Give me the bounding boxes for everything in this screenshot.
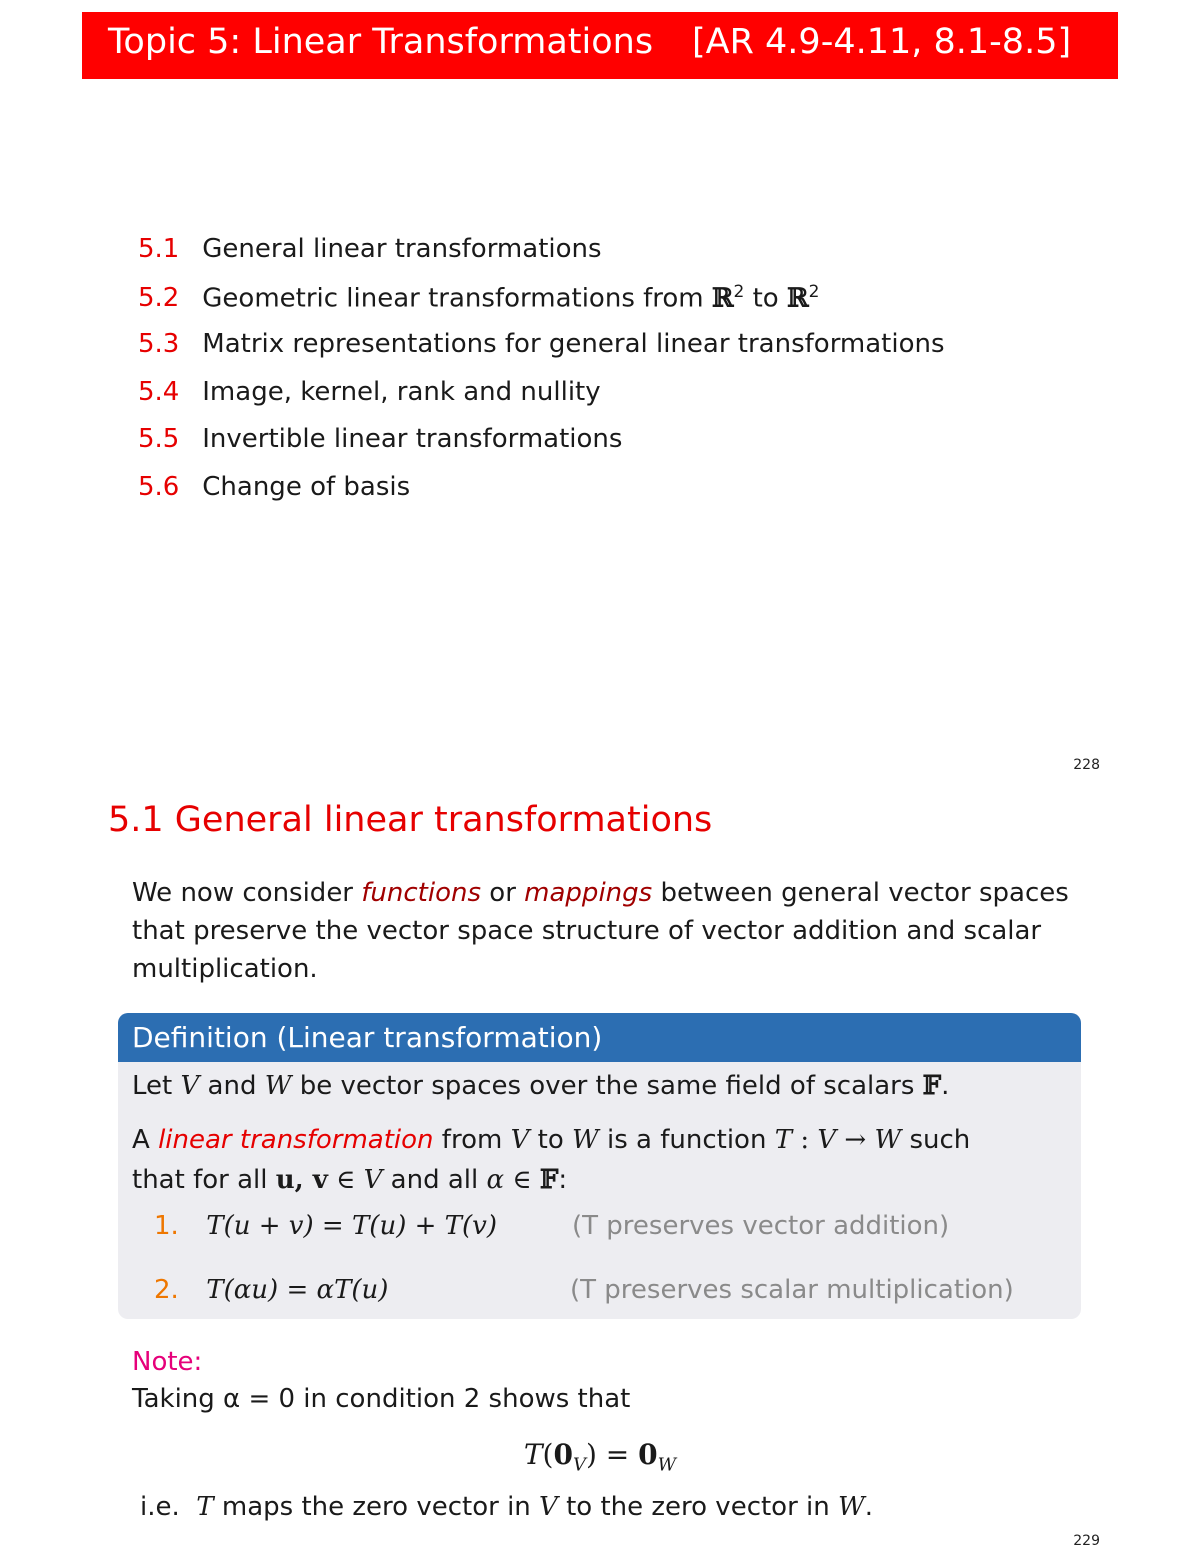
real-numbers-symbol: ℝ [786, 283, 809, 314]
text: : [558, 1165, 568, 1195]
math-symbol: W [838, 1492, 865, 1522]
page-number: 228 [1073, 757, 1100, 773]
text: A [132, 1125, 159, 1155]
intro-paragraph [132, 874, 1078, 988]
zero-vector: 0 [553, 1438, 573, 1471]
toc-item[interactable] [138, 282, 945, 330]
note-text: Taking α = 0 in condition 2 shows that [132, 1384, 631, 1414]
text: . [941, 1071, 950, 1101]
table-of-contents [138, 234, 945, 519]
intro-text: We now consider [132, 878, 362, 908]
subscript: V [572, 1454, 586, 1476]
text: to [529, 1125, 572, 1155]
paren: ) = [585, 1438, 639, 1471]
section-title: 5.1 General linear transformations [108, 800, 713, 840]
text: is a function [598, 1125, 775, 1155]
math-symbol: V [539, 1492, 558, 1522]
toc-item-number: 5.1 [138, 234, 180, 264]
title-reference: [AR 4.9-4.11, 8.1-8.5] [692, 22, 1072, 62]
exponent: 2 [733, 281, 745, 302]
paren: ( [542, 1438, 554, 1471]
math-symbol: W [874, 1125, 902, 1155]
condition-number: 2. [154, 1275, 179, 1305]
math-symbol: T [774, 1125, 793, 1155]
math-symbol: T [196, 1492, 214, 1522]
intro-text: or [481, 878, 525, 908]
toc-item[interactable] [138, 234, 945, 282]
text: that for all [132, 1165, 276, 1195]
toc-item-label: Change of basis [202, 471, 411, 502]
definition-line [132, 1071, 949, 1101]
condition-formula: T(αu) = αT(u) [206, 1275, 389, 1305]
condition-item [154, 1211, 497, 1241]
condition-item [154, 1275, 388, 1305]
field-symbol: 𝔽 [539, 1165, 559, 1195]
zero-vector-equation [0, 1438, 1200, 1476]
toc-item-label: Image, kernel, rank and nullity [202, 376, 601, 407]
note-label: Note: [132, 1347, 203, 1377]
text: be vector spaces over the same field of scalars [291, 1071, 923, 1101]
exponent: 2 [808, 281, 820, 302]
page-title: Topic 5: Linear Transformations [108, 22, 654, 62]
toc-item-number: 5.2 [138, 283, 180, 314]
math-symbol: V [510, 1125, 530, 1155]
text: to the zero vector in [557, 1492, 839, 1522]
math-symbol: V [817, 1125, 837, 1155]
condition-number: 1. [154, 1211, 179, 1241]
keyword-mappings: mappings [524, 878, 653, 908]
title-bar [82, 12, 1118, 79]
keyword-functions: functions [361, 878, 482, 908]
text: Let [132, 1071, 181, 1101]
note-conclusion [140, 1492, 873, 1522]
toc-item-label: General linear transformations [202, 234, 602, 264]
condition-note: (T preserves vector addition) [572, 1211, 950, 1241]
subscript: W [657, 1454, 677, 1476]
toc-item-label-mid: to [744, 283, 787, 314]
text: from [433, 1125, 511, 1155]
text: maps the zero vector in [213, 1492, 540, 1522]
text: such [901, 1125, 971, 1155]
text: : [792, 1125, 818, 1155]
math-symbol: V [180, 1071, 200, 1101]
definition-block [118, 1013, 1081, 1319]
toc-item[interactable] [138, 329, 945, 377]
zero-vector: 0 [638, 1438, 658, 1471]
toc-item-number: 5.4 [138, 376, 180, 407]
math-symbol: T [523, 1438, 543, 1471]
toc-item-number: 5.5 [138, 424, 180, 454]
toc-item[interactable] [138, 472, 945, 520]
toc-item-label: Matrix representations for general linear transformations [202, 329, 945, 359]
definition-header: Definition (Linear transformation) [118, 1013, 1081, 1062]
toc-item[interactable] [138, 424, 945, 472]
condition-formula: T(u + v) = T(u) + T(v) [206, 1211, 497, 1241]
defined-term: linear transformation [158, 1125, 434, 1155]
toc-item[interactable] [138, 377, 945, 425]
intro-text: between general vector spaces that preserve the vector space structure of vector addition and scalar multiplication. [132, 878, 1078, 984]
element-of-symbol: ∈ [327, 1165, 364, 1195]
real-numbers-symbol: ℝ [711, 283, 734, 314]
definition-line [132, 1125, 970, 1155]
math-symbol: W [572, 1125, 599, 1155]
element-of-symbol: ∈ [504, 1165, 540, 1195]
math-symbol: α [486, 1165, 505, 1195]
condition-note: (T preserves scalar multiplication) [570, 1275, 1014, 1305]
math-symbol: V [363, 1165, 383, 1195]
text: . [864, 1492, 874, 1522]
toc-item-label: Invertible linear transformations [202, 424, 623, 454]
vector-symbols: u, v [275, 1165, 328, 1195]
text: i.e. [140, 1492, 197, 1522]
page-number: 229 [1073, 1533, 1100, 1549]
arrow-icon: → [836, 1125, 875, 1155]
text: and [199, 1071, 265, 1101]
text: and all [382, 1165, 487, 1195]
field-symbol: 𝔽 [922, 1071, 942, 1101]
toc-item-number: 5.3 [138, 329, 180, 359]
toc-item-label: Geometric linear transformations from [202, 283, 704, 314]
definition-line [132, 1165, 567, 1195]
toc-item-number: 5.6 [138, 471, 180, 502]
math-symbol: W [264, 1071, 292, 1101]
